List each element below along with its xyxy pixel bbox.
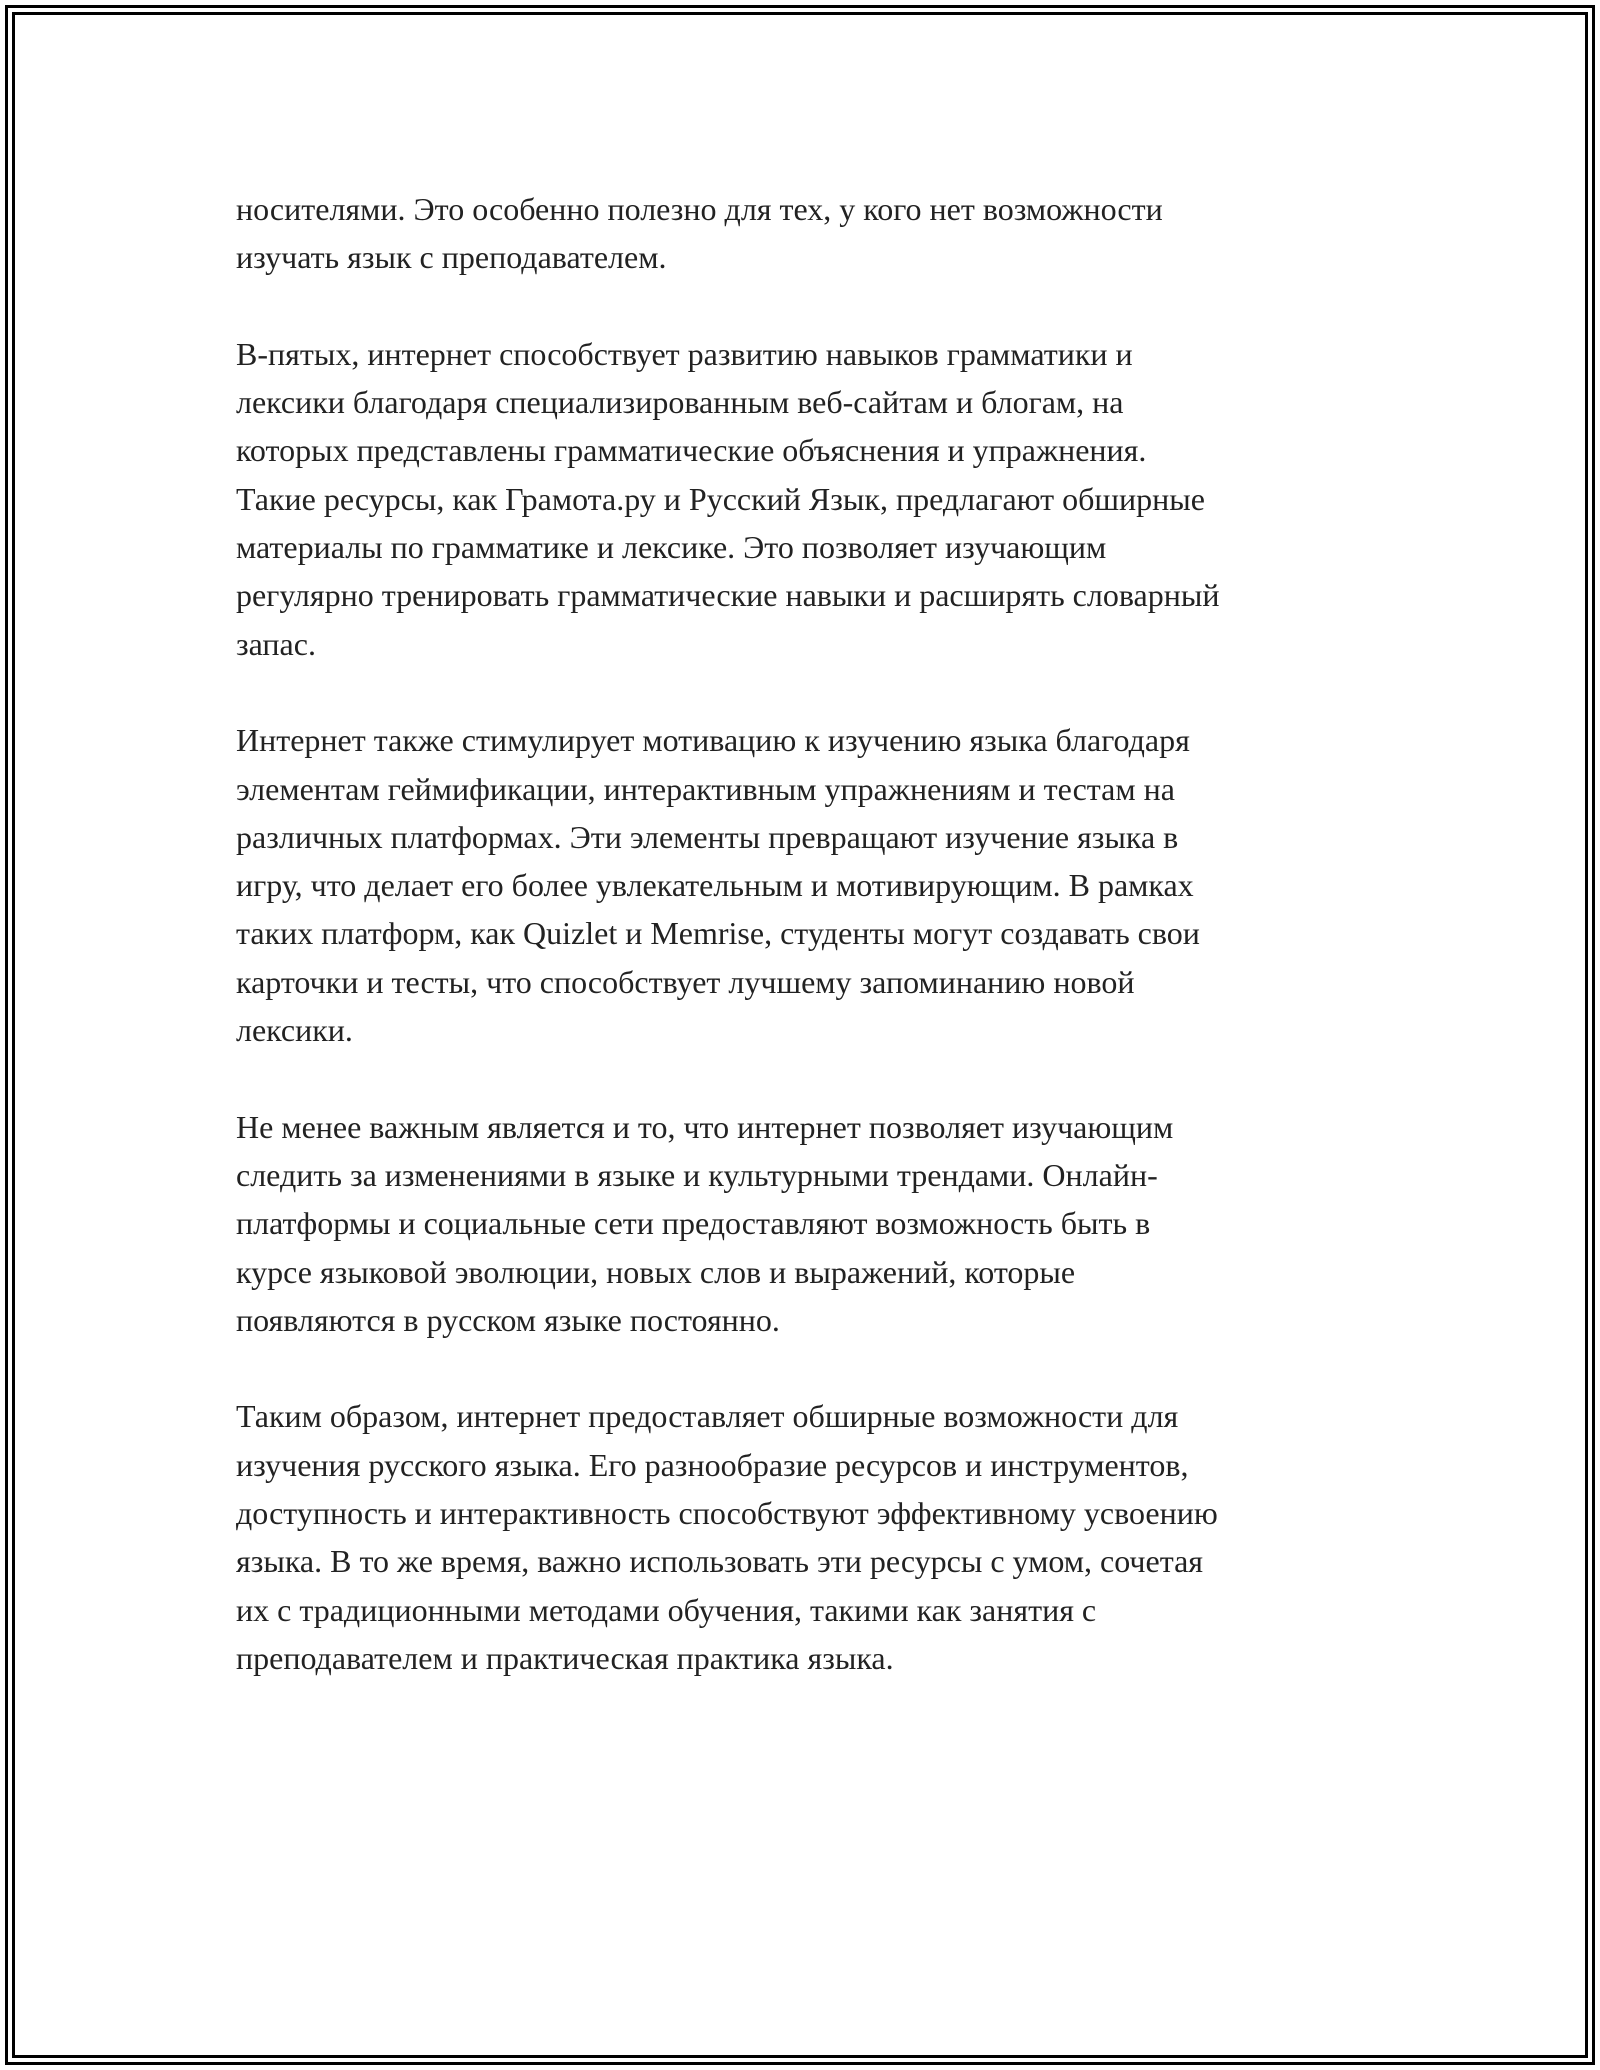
text-line: запас. [236,625,316,662]
text-line: изучения русского языка. Его разнообразие ресурсов и инструментов, [236,1446,1189,1483]
paragraph [236,1392,1386,1682]
paragraph [236,1103,1386,1344]
text-line: различных платформах. Эти элементы превращают изучение языка в [236,818,1179,855]
paragraph [236,185,1386,282]
text-line: карточки и тесты, что способствует лучшему запоминанию новой [236,963,1135,1000]
text-line: платформы и социальные сети предоставляют возможность быть в [236,1205,1151,1242]
text-line: изучать язык с преподавателем. [236,239,667,276]
text-line: преподавателем и практическая практика языка. [236,1639,894,1676]
text-line: появляются в русском языке постоянно. [236,1301,780,1338]
text-line: В-пятых, интернет способствует развитию навыков грамматики и [236,335,1133,372]
paragraph [236,716,1386,1054]
text-line: носителями. Это особенно полезно для тех, у кого нет возможности [236,191,1163,227]
text-line: Интернет также стимулирует мотивацию к изучению языка благодаря [236,722,1190,759]
text-line: которых представлены грамматические объяснения и упражнения. [236,432,1147,469]
text-line: следить за изменениями в языке и культурными трендами. Онлайн- [236,1156,1158,1193]
document-body [236,185,1386,1731]
text-line: курсе языковой эволюции, новых слов и выражений, которые [236,1253,1076,1290]
text-line: Таким образом, интернет предоставляет обширные возможности для [236,1398,1179,1435]
text-line: Не менее важным является и то, что интернет позволяет изучающим [236,1108,1174,1145]
text-line: регулярно тренировать грамматические навыки и расширять словарный [236,577,1220,614]
text-line: элементам геймификации, интерактивным упражнениям и тестам на [236,770,1175,807]
text-line: Такие ресурсы, как Грамота.ру и Русский Язык, предлагают обширные [236,480,1205,517]
text-line: их с традиционными методами обучения, такими как занятия с [236,1591,1097,1628]
text-line: языка. В то же время, важно использовать эти ресурсы с умом, сочетая [236,1543,1203,1580]
text-line: доступность и интерактивность способствуют эффективному усвоению [236,1495,1218,1532]
text-line: лексики. [236,1012,353,1049]
paragraph [236,330,1386,668]
text-line: игру, что делает его более увлекательным и мотивирующим. В рамках [236,867,1194,904]
text-line: материалы по грамматике и лексике. Это позволяет изучающим [236,529,1107,566]
text-line: лексики благодаря специализированным веб-сайтам и блогам, на [236,384,1124,421]
text-line: таких платформ, как Quizlet и Memrise, студенты могут создавать свои [236,915,1200,952]
